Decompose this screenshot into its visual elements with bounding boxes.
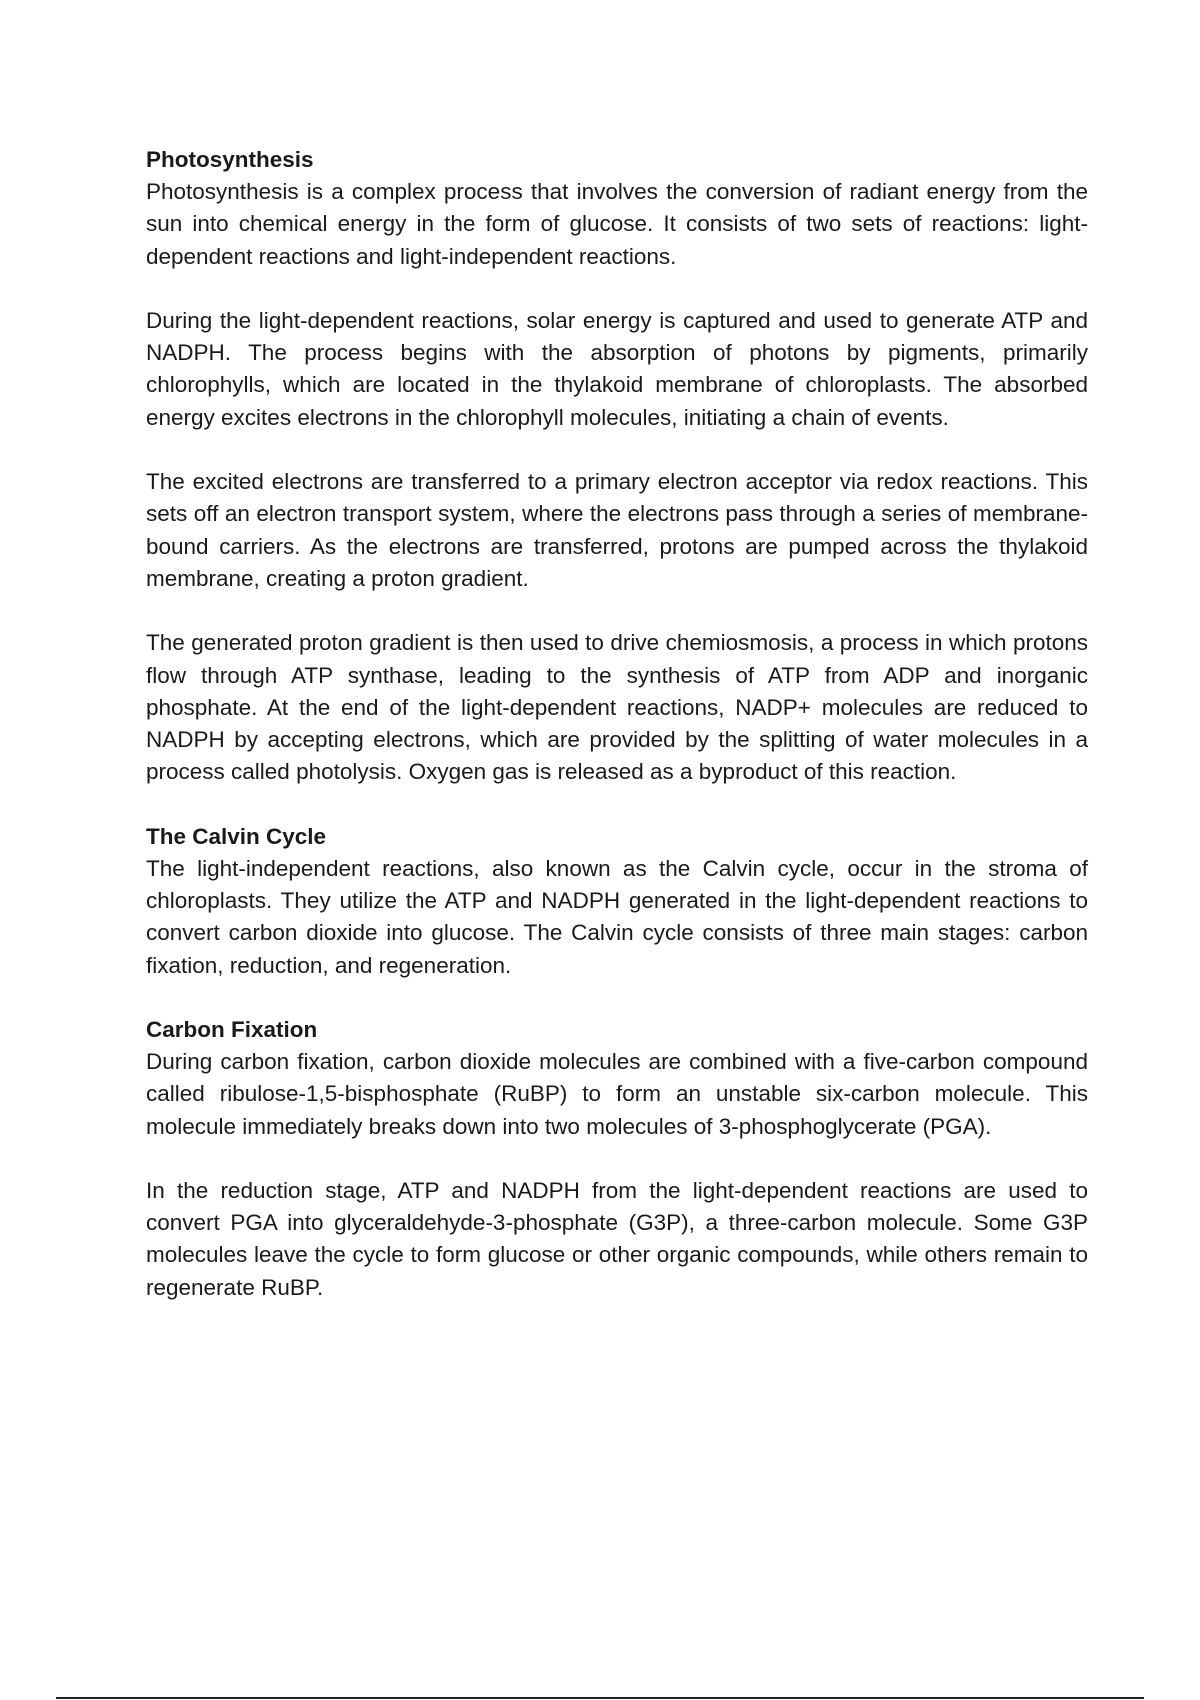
section-heading-calvin-cycle: The Calvin Cycle (146, 823, 327, 849)
paragraph: During carbon fixation, carbon dioxide molecules are combined with a five-carbon compound called ribulose-1,5-bisphosphate (RuBP) to form an unstable six-carbon molecule. This molecule immediately breaks down into two molecules of 3-phosphoglycerate (PGA). (146, 1048, 1088, 1139)
paragraph: Photosynthesis is a complex process that involves the conversion of radiant energy from the sun into chemical energy in the form of glucose. It consists of two sets of reactions: light-dependent reactions and light-independent reactions. (146, 179, 1088, 269)
section-heading-carbon-fixation: Carbon Fixation (146, 1016, 318, 1042)
paragraph: In the reduction stage, ATP and NADPH from the light-dependent reactions are used to convert PGA into glyceraldehyde-3-phosphate (G3P), a three-carbon molecule. Some G3P molecules leave the cycle to form glucose or other organic compounds, while others remain to regenerate RuBP. (146, 1177, 1088, 1300)
paragraph: The light-independent reactions, also known as the Calvin cycle, occur in the stroma of chloroplasts. They utilize the ATP and NADPH generated in the light-dependent reactions to convert carbon dioxide into glucose. The Calvin cycle consists of three main stages: carbon fixation, reduction, and regeneration. (146, 855, 1088, 978)
page-bottom-divider (56, 1697, 1144, 1699)
section-heading-photosynthesis: Photosynthesis (146, 147, 314, 172)
paragraph: The excited electrons are transferred to a primary electron acceptor via redox reactions. This sets off an electron transport system, where the electrons pass through a series of membrane-bound carriers. As the electrons are transferred, protons are pumped across the thylakoid membrane, creating a proton gradient. (146, 469, 1088, 591)
document-body (146, 144, 1088, 1336)
paragraph: The generated proton gradient is then used to drive chemiosmosis, a process in which protons flow through ATP synthase, leading to the synthesis of ATP from ADP and inorganic phosphate. At the end of the light-dependent reactions, NADP+ molecules are reduced to NADPH by accepting electrons, which are provided by the splitting of water molecules in a process called photolysis. Oxygen gas is released as a byproduct of this reaction. (146, 630, 1088, 785)
paragraph: During the light-dependent reactions, solar energy is captured and used to generate ATP and NADPH. The process begins with the absorption of photons by pigments, primarily chlorophylls, which are located in the thylakoid membrane of chloroplasts. The absorbed energy excites electrons in the chlorophyll molecules, initiating a chain of events. (146, 307, 1088, 430)
